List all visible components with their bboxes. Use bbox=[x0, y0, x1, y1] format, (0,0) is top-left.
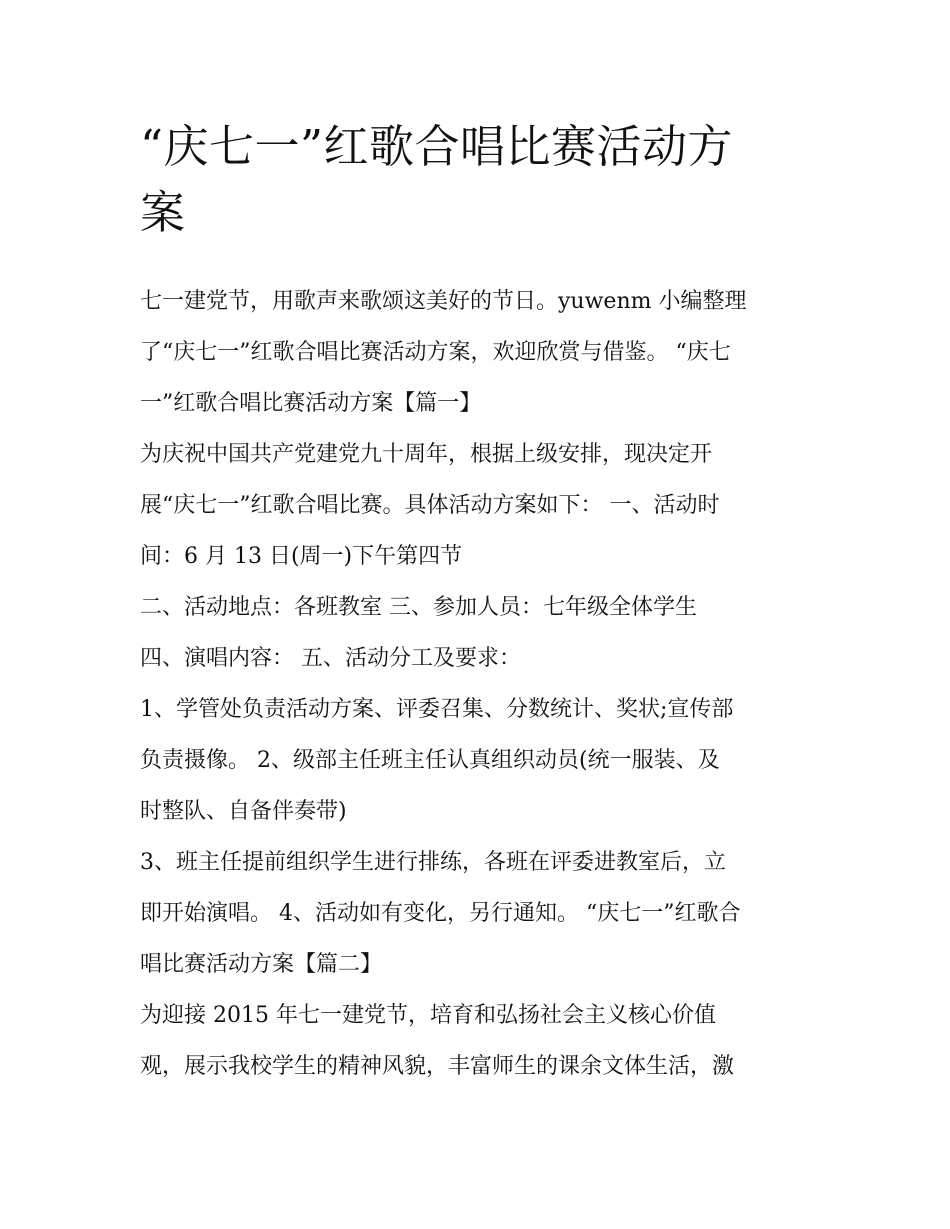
title-line: 案 bbox=[140, 186, 186, 239]
document-body bbox=[140, 276, 820, 1092]
body-line: 唱比赛活动方案【篇二】 bbox=[140, 952, 383, 977]
body-line: 间：6 月 13 日(周一)下午第四节 bbox=[140, 544, 463, 569]
body-line: 七一建党节，用歌声来歌颂这美好的节日。yuwenm 小编整理 bbox=[140, 289, 747, 314]
title-line: “庆七一”红歌合唱比赛活动方 bbox=[140, 120, 734, 173]
body-line: 观，展示我校学生的精神风貌，丰富师生的课余文体生活，激 bbox=[140, 1054, 735, 1079]
body-line: 时整队、自备伴奏带) bbox=[140, 799, 347, 824]
body-line: 二、活动地点：各班教室 三、参加人员：七年级全体学生 bbox=[140, 595, 697, 620]
body-line: 即开始演唱。 4、活动如有变化，另行通知。 “庆七一”红歌合 bbox=[140, 901, 741, 926]
body-line: 3、班主任提前组织学生进行排练，各班在评委进教室后，立 bbox=[140, 850, 726, 875]
body-line: 展“庆七一”红歌合唱比赛。具体活动方案如下： 一、活动时 bbox=[140, 493, 720, 518]
body-line: 1、学管处负责活动方案、评委召集、分数统计、奖状;宣传部 bbox=[140, 697, 734, 722]
body-line: 四、演唱内容： 五、活动分工及要求： bbox=[140, 646, 521, 671]
body-line: 为迎接 2015 年七一建党节，培育和弘扬社会主义核心价值 bbox=[140, 1003, 716, 1028]
body-line: 了“庆七一”红歌合唱比赛活动方案，欢迎欣赏与借鉴。 “庆七 bbox=[140, 340, 731, 365]
body-line: 负责摄像。 2、级部主任班主任认真组织动员(统一服装、及 bbox=[140, 748, 720, 773]
body-line: 一”红歌合唱比赛活动方案【篇一】 bbox=[140, 391, 482, 416]
document-title bbox=[140, 114, 820, 246]
body-line: 为庆祝中国共产党建党九十周年，根据上级安排，现决定开 bbox=[140, 442, 713, 467]
